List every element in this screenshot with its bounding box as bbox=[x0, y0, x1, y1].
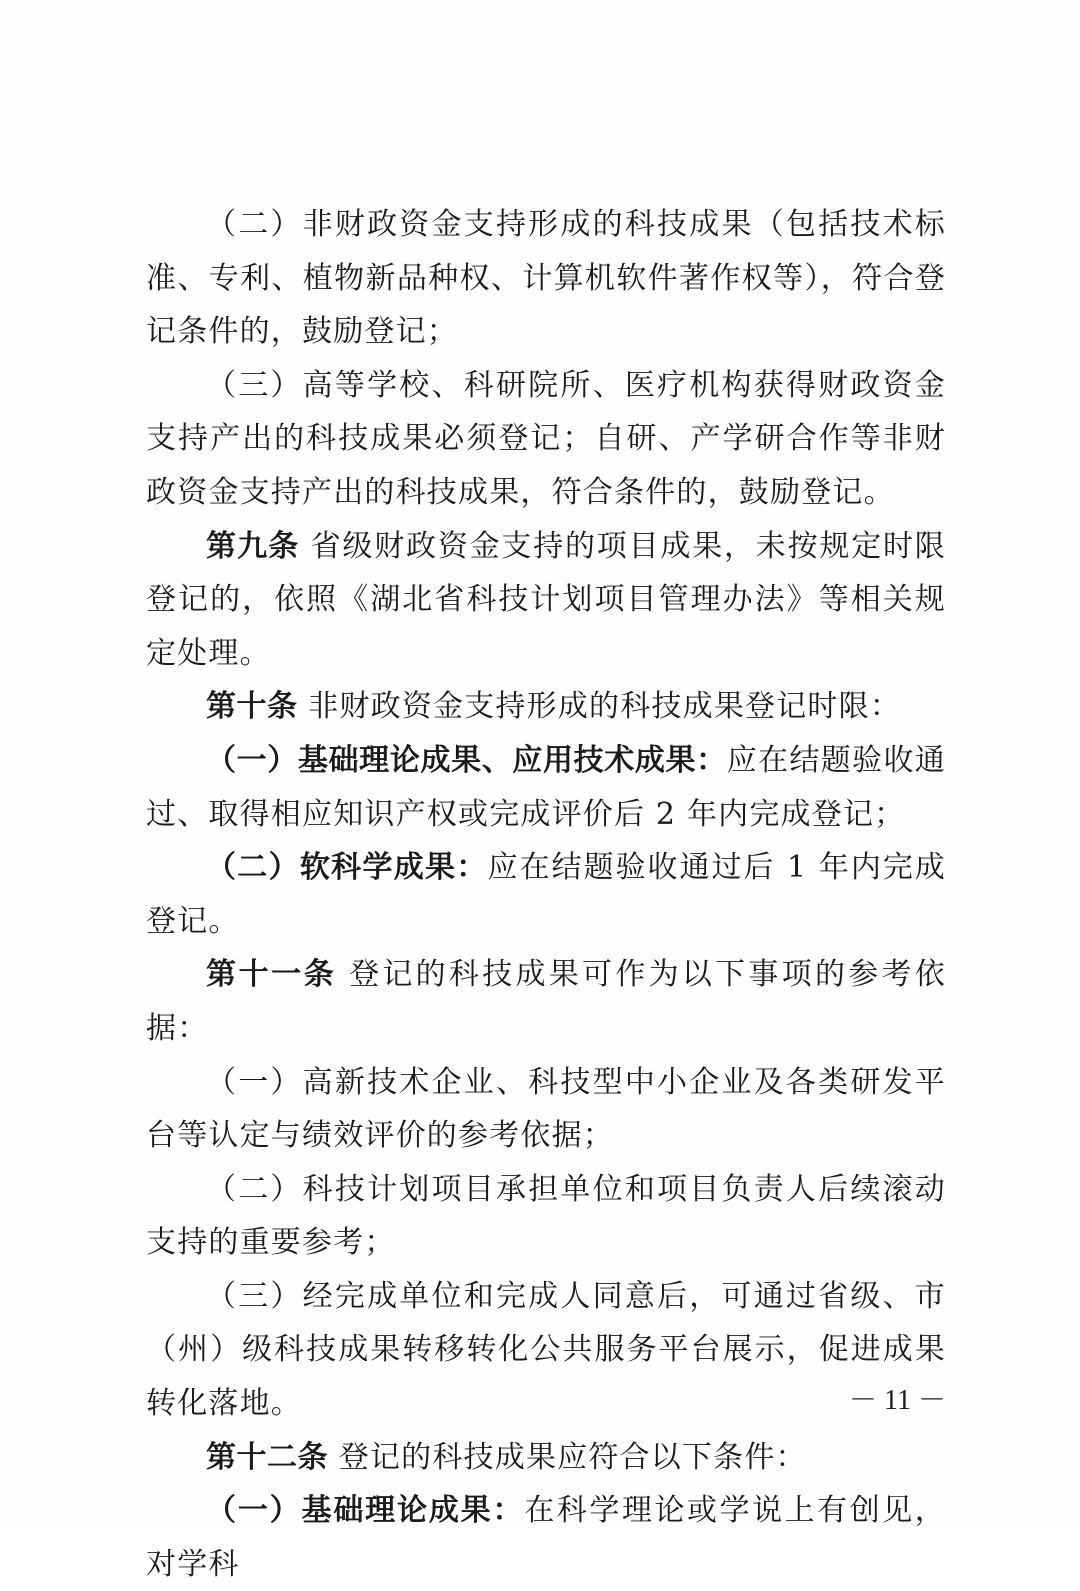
article-11-item-1 bbox=[146, 1056, 946, 1163]
paragraph-text: （三）高等学校、科研院所、医疗机构获得财政资金支持产出的科技成果必须登记；自研、产学研合作等非财政资金支持产出的科技成果，符合条件的，鼓励登记。 bbox=[146, 367, 946, 510]
paragraph-text: （二）非财政资金支持形成的科技成果（包括技术标准、专利、植物新品种权、计算机软件著作权等），符合登记条件的，鼓励登记； bbox=[146, 207, 946, 350]
item-heading: （一）基础理论成果、应用技术成果： bbox=[206, 742, 727, 778]
article-11 bbox=[146, 948, 946, 1055]
article-heading: 第十一条 bbox=[206, 957, 337, 993]
article-11-item-2 bbox=[146, 1163, 946, 1270]
article-heading: 第十条 bbox=[206, 689, 298, 725]
paragraph-text: 省级财政资金支持的项目成果，未按规定时限登记的，依照《湖北省科技计划项目管理办法》等相关规定处理。 bbox=[146, 528, 946, 671]
article-11-item-3 bbox=[146, 1270, 946, 1431]
paragraph-text: 应在结题验收通过后 1 年内完成登记。 bbox=[146, 850, 947, 939]
paragraph-text: （二）科技计划项目承担单位和项目负责人后续滚动支持的重要参考； bbox=[146, 1171, 946, 1261]
paragraph-text: 登记的科技成果应符合以下条件： bbox=[328, 1439, 807, 1475]
article-heading: 第九条 bbox=[206, 528, 300, 564]
paragraph-text: 非财政资金支持形成的科技成果登记时限： bbox=[297, 689, 902, 725]
paragraph-text: 登记的科技成果可作为以下事项的参考依据： bbox=[146, 957, 947, 1046]
page-number: － 11 － bbox=[849, 1385, 946, 1416]
article-heading: 第十二条 bbox=[206, 1439, 328, 1475]
paragraph-2 bbox=[146, 359, 946, 520]
item-heading: （二）软科学成果： bbox=[206, 850, 488, 886]
item-heading: （一）基础理论成果： bbox=[206, 1493, 525, 1529]
paragraph-text: （一）高新技术企业、科技型中小企业及各类研发平台等认定与绩效评价的参考依据； bbox=[146, 1064, 946, 1154]
paragraph-text: 应在结题验收通过、取得相应知识产权或完成评价后 2 年内完成登记； bbox=[146, 742, 947, 832]
article-9 bbox=[146, 520, 946, 681]
article-10-item-1 bbox=[146, 734, 946, 841]
article-12-item-1 bbox=[146, 1484, 946, 1591]
paragraph-text: 在科学理论或学说上有创见，对学科 bbox=[146, 1493, 946, 1582]
article-10 bbox=[146, 680, 946, 734]
body-text bbox=[146, 198, 946, 1591]
article-12 bbox=[146, 1431, 946, 1485]
paragraph-text: （三）经完成单位和完成人同意后，可通过省级、市（州）级科技成果转移转化公共服务平台展示，促进成果转化落地。 bbox=[146, 1278, 946, 1422]
article-10-item-2 bbox=[146, 841, 946, 948]
paragraph-1 bbox=[146, 198, 946, 359]
